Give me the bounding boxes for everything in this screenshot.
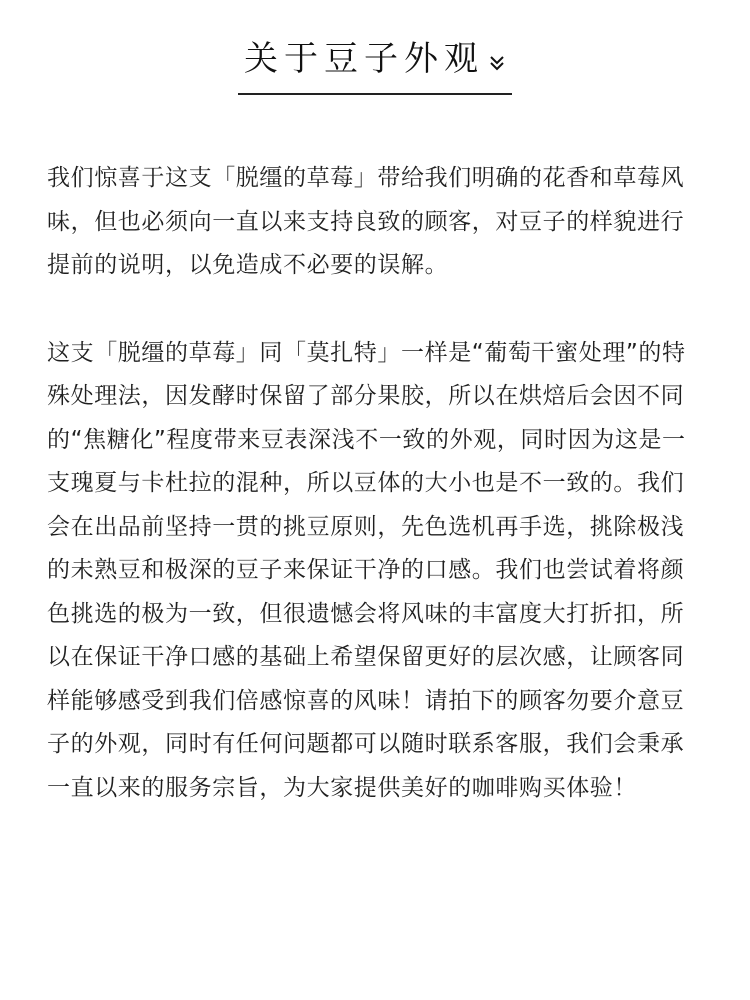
chevron-down-double-icon (488, 52, 506, 74)
paragraph-intro: 我们惊喜于这支「脱缰的草莓」带给我们明确的花香和草莓风味，但也必须向一直以来支持良致的顾客，对豆子的样貌进行提前的说明，以免造成不必要的误解。 (47, 165, 685, 278)
section-header (0, 40, 750, 95)
title-underline (238, 40, 512, 95)
article-body (47, 157, 707, 810)
page-title: 关于豆子外观 (244, 39, 484, 79)
paragraph-details: 这支「脱缰的草莓」同「莫扎特」一样是“葡萄干蜜处理”的特殊处理法，因发酵时保留了部分果胶，所以在烘焙后会因不同的“焦糖化”程度带来豆表深浅不一致的外观，同时因为这是一支瑰夏与卡杜拉的混种，所以豆体的大小也是不一致的。我们会在出品前坚持一贯的挑豆原则，先色选机再手选，挑除极浅的未熟豆和极深的豆子来保证干净的口感。我们也尝试着将颜色挑选的极为一致，但很遗憾会将风味的丰富度大打折扣，所以在保证干净口感的基础上希望保留更好的层次感，让顾客同样能够感受到我们倍感惊喜的风味！请拍下的顾客勿要介意豆子的外观，同时有任何问题都可以随时联系客服，我们会秉承一直以来的服务宗旨，为大家提供美好的咖啡购买体验！ (47, 339, 686, 801)
